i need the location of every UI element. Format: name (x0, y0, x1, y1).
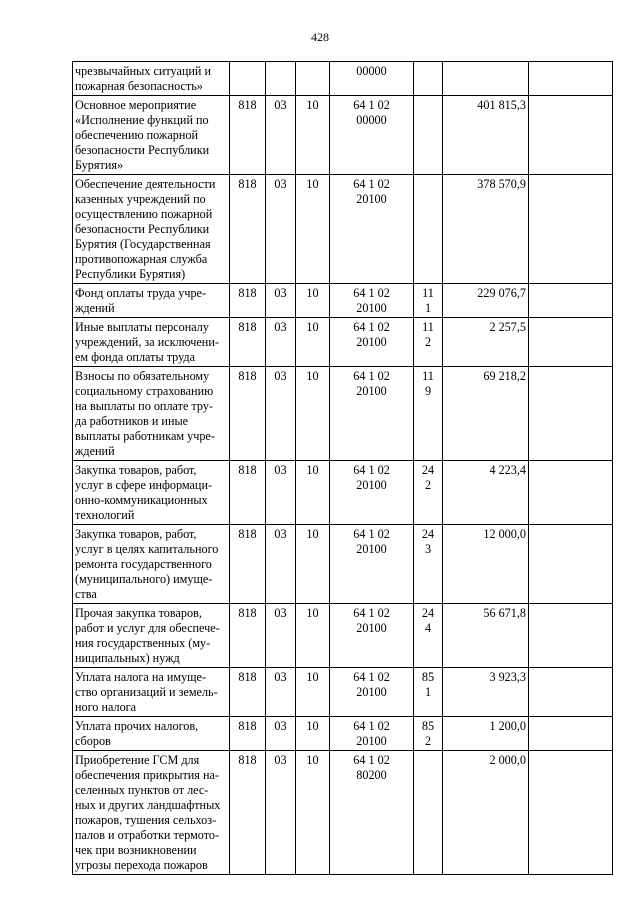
gr-code-cell: 818 (230, 96, 266, 175)
pr-code-cell: 10 (296, 461, 330, 525)
csr-code-cell-line: 20100 (356, 192, 387, 206)
gr-code-cell: 818 (230, 751, 266, 875)
row-name-cell-line: Фонд оплаты труда учре- (75, 286, 207, 300)
rz-code-cell: 03 (266, 525, 296, 604)
vr-code-cell (414, 668, 443, 717)
csr-code-cell (330, 604, 414, 668)
csr-code-cell (330, 717, 414, 751)
extra-cell (529, 461, 613, 525)
csr-code-cell (330, 284, 414, 318)
amount-cell: 2 000,0 (443, 751, 529, 875)
vr-code-cell-line: 11 (422, 286, 434, 300)
row-name-cell-line: (муниципального) имуще- (75, 572, 213, 586)
rz-code-cell: 03 (266, 284, 296, 318)
csr-code-cell-line: 64 1 02 (353, 286, 390, 300)
table-row (73, 367, 613, 461)
gr-code-cell: 818 (230, 175, 266, 284)
rz-code-cell: 03 (266, 717, 296, 751)
csr-code-cell-line: 20100 (356, 384, 387, 398)
row-name-cell-line: осуществлению пожарной (75, 207, 213, 221)
row-name-cell-line: ремонта государственного (75, 557, 212, 571)
row-name-cell (73, 525, 230, 604)
amount-cell (443, 62, 529, 96)
row-name-cell (73, 717, 230, 751)
vr-code-cell-line: 2 (424, 734, 432, 748)
csr-code-cell-line: 20100 (356, 478, 387, 492)
vr-code-cell-line: 2 (424, 335, 432, 349)
vr-code-cell (414, 96, 443, 175)
amount-cell: 12 000,0 (443, 525, 529, 604)
gr-code-cell: 818 (230, 318, 266, 367)
row-name-cell-line: Уплата прочих налогов, (75, 719, 199, 733)
extra-cell (529, 96, 613, 175)
row-name-cell-line: обеспечению пожарной (75, 128, 198, 142)
extra-cell (529, 62, 613, 96)
row-name-cell (73, 62, 230, 96)
vr-code-cell-line: 4 (424, 621, 432, 635)
budget-table (72, 61, 613, 875)
pr-code-cell: 10 (296, 96, 330, 175)
pr-code-cell: 10 (296, 318, 330, 367)
row-name-cell-line: учреждений, за исключени- (75, 335, 219, 349)
table-row (73, 461, 613, 525)
pr-code-cell: 10 (296, 175, 330, 284)
csr-code-cell (330, 525, 414, 604)
row-name-cell (73, 96, 230, 175)
row-name-cell-line: пожаров, тушения сельхоз- (75, 813, 217, 827)
csr-code-cell-line: 20100 (356, 335, 387, 349)
csr-code-cell-line: 20100 (356, 542, 387, 556)
vr-code-cell-line: 9 (424, 384, 432, 398)
csr-code-cell (330, 62, 414, 96)
vr-code-cell-line: 3 (424, 542, 432, 556)
row-name-cell-line: выплаты работникам учре- (75, 429, 215, 443)
pr-code-cell: 10 (296, 367, 330, 461)
vr-code-cell (414, 62, 443, 96)
gr-code-cell: 818 (230, 461, 266, 525)
row-name-cell-line: социальному страхованию (75, 384, 214, 398)
extra-cell (529, 318, 613, 367)
row-name-cell-line: ниципальных) нужд (75, 651, 180, 665)
extra-cell (529, 284, 613, 318)
extra-cell (529, 525, 613, 604)
table-row (73, 751, 613, 875)
row-name-cell-line: безопасности Республики (75, 222, 210, 236)
amount-cell: 69 218,2 (443, 367, 529, 461)
row-name-cell-line: на выплаты по оплате тру- (75, 399, 213, 413)
row-name-cell-line: Закупка товаров, работ, (75, 463, 197, 477)
row-name-cell-line: технологий (75, 508, 135, 522)
amount-cell: 2 257,5 (443, 318, 529, 367)
vr-code-cell-line: 1 (424, 301, 432, 315)
csr-code-cell-line: 20100 (356, 734, 387, 748)
amount-cell: 56 671,8 (443, 604, 529, 668)
amount-cell: 229 076,7 (443, 284, 529, 318)
vr-code-cell (414, 751, 443, 875)
vr-code-cell-line: 85 (421, 670, 435, 684)
vr-code-cell-line: 2 (424, 478, 432, 492)
csr-code-cell-line: 64 1 02 (353, 177, 390, 191)
csr-code-cell (330, 367, 414, 461)
row-name-cell-line: ства (75, 587, 97, 601)
rz-code-cell: 03 (266, 668, 296, 717)
rz-code-cell: 03 (266, 318, 296, 367)
rz-code-cell: 03 (266, 604, 296, 668)
row-name-cell-line: Основное мероприятие (75, 98, 197, 112)
row-name-cell (73, 367, 230, 461)
row-name-cell-line: ждений (75, 444, 115, 458)
row-name-cell-line: ного налога (75, 700, 137, 714)
row-name-cell-line: работ и услуг для обеспече- (75, 621, 220, 635)
rz-code-cell: 03 (266, 751, 296, 875)
row-name-cell-line: Республики Бурятия) (75, 267, 186, 281)
row-name-cell-line: услуг в сфере информаци- (75, 478, 213, 492)
amount-cell: 378 570,9 (443, 175, 529, 284)
row-name-cell-line: ем фонда оплаты труда (75, 350, 196, 364)
row-name-cell (73, 284, 230, 318)
row-name-cell-line: Прочая закупка товаров, (75, 606, 202, 620)
csr-code-cell (330, 96, 414, 175)
extra-cell (529, 604, 613, 668)
rz-code-cell: 03 (266, 175, 296, 284)
table-row (73, 525, 613, 604)
page-number: 428 (311, 30, 329, 44)
vr-code-cell (414, 461, 443, 525)
row-name-cell-line: обеспечения прикрытия на- (75, 768, 219, 782)
extra-cell (529, 367, 613, 461)
csr-code-cell-line: 64 1 02 (353, 670, 390, 684)
csr-code-cell-line: 64 1 02 (353, 753, 390, 767)
extra-cell (529, 751, 613, 875)
vr-code-cell-line: 1 (424, 685, 432, 699)
row-name-cell-line: Приобретение ГСМ для (75, 753, 200, 767)
gr-code-cell: 818 (230, 668, 266, 717)
rz-code-cell: 03 (266, 367, 296, 461)
vr-code-cell-line: 11 (422, 369, 434, 383)
row-name-cell-line: услуг в целях капитального (75, 542, 219, 556)
table-row (73, 284, 613, 318)
row-name-cell-line: пожарная безопасность» (75, 79, 203, 93)
csr-code-cell-line: 64 1 02 (353, 719, 390, 733)
csr-code-cell-line: 20100 (356, 685, 387, 699)
csr-code-cell (330, 461, 414, 525)
vr-code-cell (414, 717, 443, 751)
rz-code-cell: 03 (266, 461, 296, 525)
gr-code-cell: 818 (230, 284, 266, 318)
rz-code-cell (266, 62, 296, 96)
csr-code-cell-line: 64 1 02 (353, 527, 390, 541)
csr-code-cell-line: 20100 (356, 621, 387, 635)
amount-cell: 4 223,4 (443, 461, 529, 525)
row-name-cell (73, 604, 230, 668)
table-row (73, 717, 613, 751)
row-name-cell-line: Бурятия» (75, 158, 124, 172)
vr-code-cell-line: 11 (422, 320, 434, 334)
vr-code-cell (414, 367, 443, 461)
gr-code-cell (230, 62, 266, 96)
vr-code-cell (414, 604, 443, 668)
row-name-cell-line: противопожарная служба (75, 252, 208, 266)
row-name-cell-line: сборов (75, 734, 111, 748)
row-name-cell-line: чрезвычайных ситуаций и (75, 64, 212, 78)
row-name-cell-line: Уплата налога на имуще- (75, 670, 207, 684)
row-name-cell-line: ждений (75, 301, 115, 315)
amount-cell: 3 923,3 (443, 668, 529, 717)
row-name-cell (73, 318, 230, 367)
amount-cell: 1 200,0 (443, 717, 529, 751)
row-name-cell-line: ных и других ландшафтных (75, 798, 221, 812)
csr-code-cell (330, 318, 414, 367)
csr-code-cell-line: 64 1 02 (353, 98, 390, 112)
table-row (73, 96, 613, 175)
vr-code-cell-line: 24 (421, 527, 435, 541)
csr-code-cell (330, 751, 414, 875)
csr-code-cell-line: 00000 (356, 113, 387, 127)
row-name-cell-line: чек при возникновении (75, 843, 197, 857)
amount-cell: 401 815,3 (443, 96, 529, 175)
vr-code-cell (414, 318, 443, 367)
vr-code-cell-line: 24 (421, 606, 435, 620)
row-name-cell (73, 668, 230, 717)
csr-code-cell-line: 64 1 02 (353, 463, 390, 477)
extra-cell (529, 175, 613, 284)
vr-code-cell-line: 85 (421, 719, 435, 733)
row-name-cell-line: Взносы по обязательному (75, 369, 210, 383)
table-row (73, 62, 613, 96)
extra-cell (529, 717, 613, 751)
csr-code-cell (330, 175, 414, 284)
pr-code-cell (296, 62, 330, 96)
pr-code-cell: 10 (296, 717, 330, 751)
row-name-cell-line: палов и отработки термото- (75, 828, 220, 842)
pr-code-cell: 10 (296, 284, 330, 318)
row-name-cell-line: ния государственных (му- (75, 636, 211, 650)
row-name-cell-line: селенных пунктов от лес- (75, 783, 209, 797)
pr-code-cell: 10 (296, 604, 330, 668)
csr-code-cell (330, 668, 414, 717)
budget-table-body (73, 62, 613, 875)
row-name-cell (73, 175, 230, 284)
vr-code-cell-line: 24 (421, 463, 435, 477)
table-row (73, 175, 613, 284)
row-name-cell-line: угрозы перехода пожаров (75, 858, 208, 872)
row-name-cell-line: Закупка товаров, работ, (75, 527, 197, 541)
csr-code-cell-line: 64 1 02 (353, 606, 390, 620)
csr-code-cell-line: 20100 (356, 301, 387, 315)
row-name-cell-line: Иные выплаты персоналу (75, 320, 209, 334)
vr-code-cell (414, 525, 443, 604)
csr-code-cell-line: 80200 (356, 768, 387, 782)
csr-code-cell-line: 64 1 02 (353, 369, 390, 383)
gr-code-cell: 818 (230, 367, 266, 461)
row-name-cell-line: онно-коммуникационных (75, 493, 208, 507)
pr-code-cell: 10 (296, 751, 330, 875)
vr-code-cell (414, 175, 443, 284)
table-row (73, 318, 613, 367)
vr-code-cell (414, 284, 443, 318)
row-name-cell-line: ство организаций и земель- (75, 685, 218, 699)
row-name-cell-line: Бурятия (Государственная (75, 237, 211, 251)
table-row (73, 604, 613, 668)
gr-code-cell: 818 (230, 525, 266, 604)
gr-code-cell: 818 (230, 604, 266, 668)
pr-code-cell: 10 (296, 668, 330, 717)
csr-code-cell-line: 00000 (356, 64, 387, 78)
row-name-cell-line: «Исполнение функций по (75, 113, 209, 127)
row-name-cell (73, 461, 230, 525)
table-row (73, 668, 613, 717)
row-name-cell-line: казенных учреждений по (75, 192, 206, 206)
row-name-cell-line: да работников и иные (75, 414, 189, 428)
rz-code-cell: 03 (266, 96, 296, 175)
extra-cell (529, 668, 613, 717)
pr-code-cell: 10 (296, 525, 330, 604)
row-name-cell (73, 751, 230, 875)
row-name-cell-line: безопасности Республики (75, 143, 210, 157)
row-name-cell-line: Обеспечение деятельности (75, 177, 216, 191)
csr-code-cell-line: 64 1 02 (353, 320, 390, 334)
gr-code-cell: 818 (230, 717, 266, 751)
